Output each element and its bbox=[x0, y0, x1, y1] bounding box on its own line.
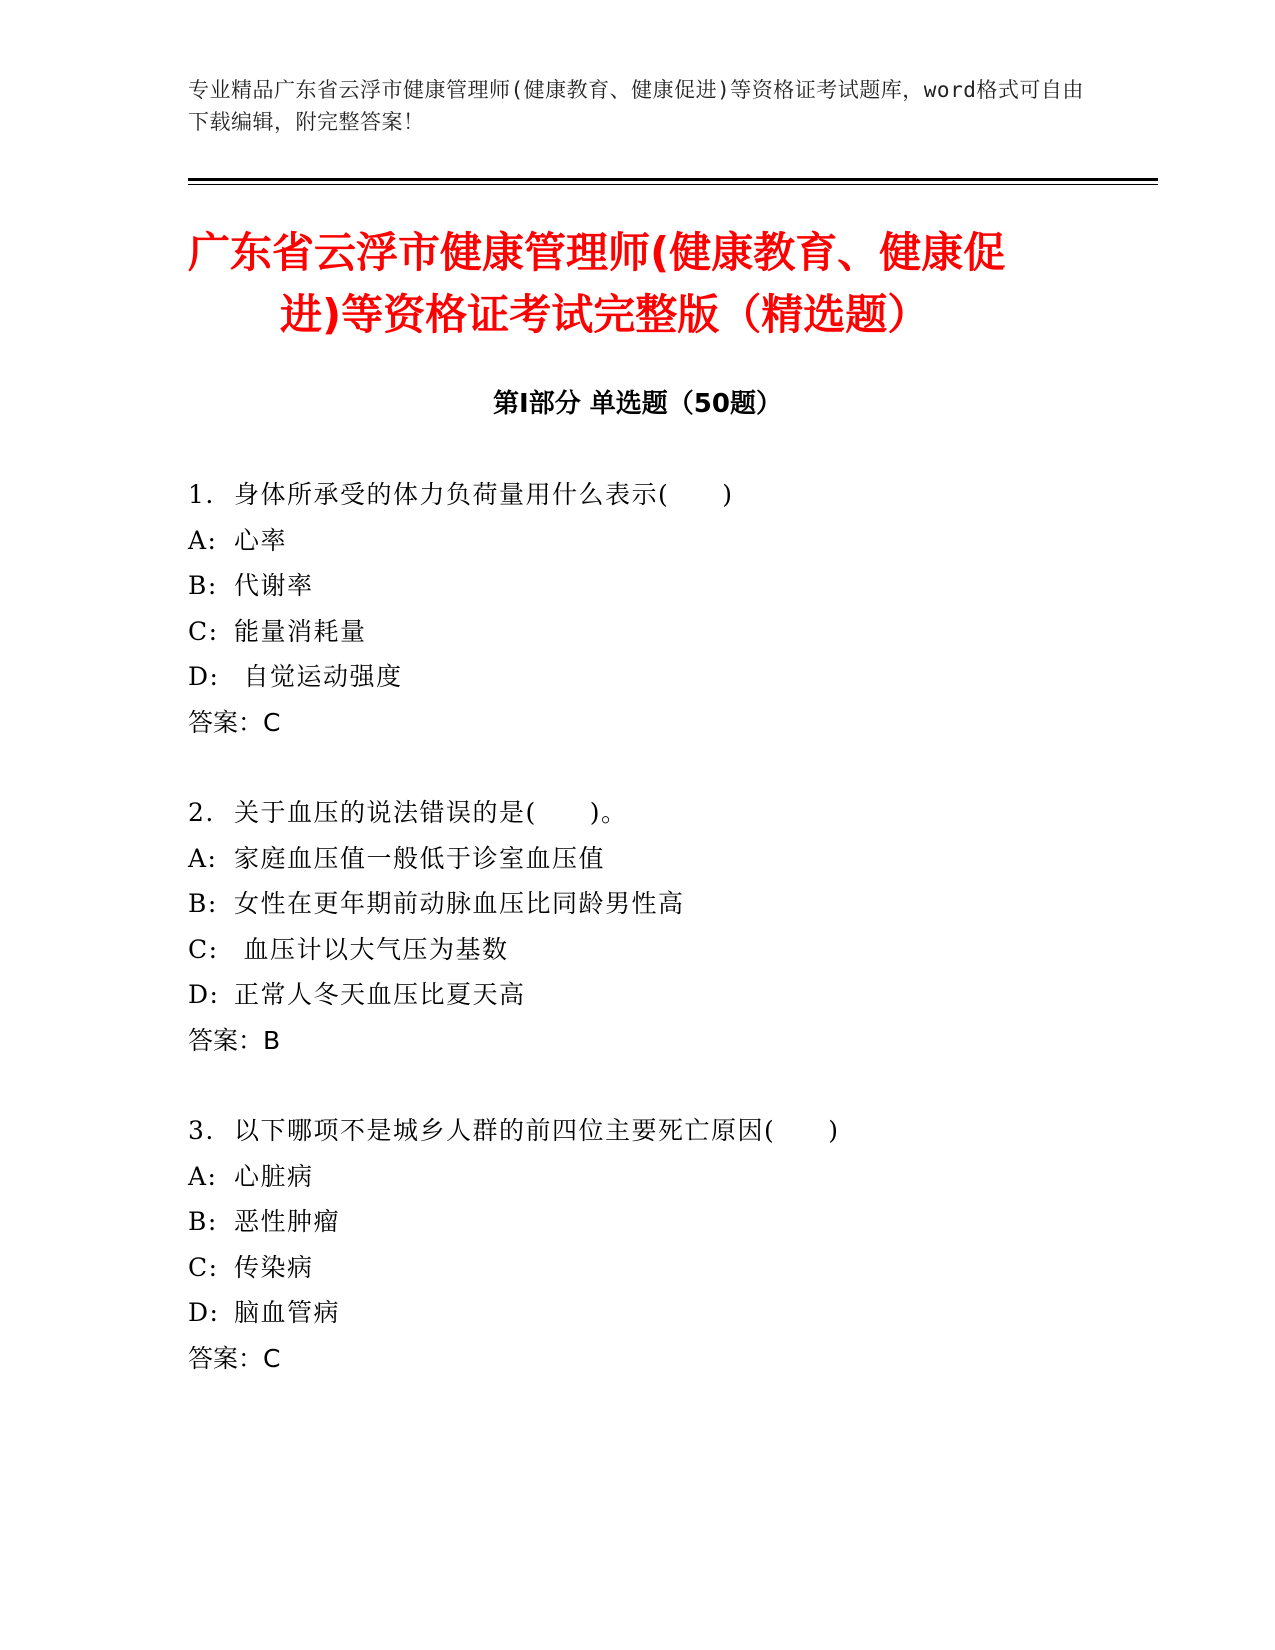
option-text: 恶性肿瘤 bbox=[234, 1207, 341, 1236]
question-text: 身体所承受的体力负荷量用什么表示( ) bbox=[234, 480, 734, 509]
question-number: 1. bbox=[188, 480, 215, 509]
option-a bbox=[188, 1154, 1148, 1200]
option-text: 血压计以大气压为基数 bbox=[234, 934, 509, 964]
option-key: C: bbox=[188, 1252, 219, 1282]
option-text: 家庭血压值一般低于诊室血压值 bbox=[234, 843, 606, 873]
option-d bbox=[188, 1290, 1148, 1336]
question-stem bbox=[188, 1108, 1148, 1154]
option-text: 代谢率 bbox=[234, 571, 314, 600]
option-b bbox=[188, 1199, 1148, 1245]
question-number: 2. bbox=[188, 798, 215, 827]
option-key: A: bbox=[188, 843, 218, 873]
option-text: 自觉运动强度 bbox=[234, 662, 403, 691]
option-key: C: bbox=[188, 934, 219, 964]
option-b bbox=[188, 881, 1148, 927]
option-key: D: bbox=[188, 980, 220, 1009]
option-key: A: bbox=[188, 525, 218, 555]
question-stem bbox=[188, 472, 1148, 518]
document-title-line-1: 广东省云浮市健康管理师(健康教育、健康促 bbox=[188, 228, 1006, 277]
document-title-line-2: 进)等资格证考试完整版（精选题） bbox=[280, 290, 930, 339]
option-c bbox=[188, 927, 1148, 973]
header-note: 专业精品广东省云浮市健康管理师(健康教育、健康促进)等资格证考试题库，word格式可自由下载编辑，附完整答案！ bbox=[188, 78, 1084, 134]
option-d bbox=[188, 972, 1148, 1018]
option-text: 女性在更年期前动脉血压比同龄男性高 bbox=[234, 889, 685, 918]
option-text: 脑血管病 bbox=[234, 1298, 341, 1327]
answer: 答案：C bbox=[188, 1343, 281, 1373]
document-title bbox=[188, 222, 1108, 346]
option-key: B: bbox=[188, 889, 218, 918]
answer: 答案：B bbox=[188, 1025, 281, 1055]
question-text: 关于血压的说法错误的是( )。 bbox=[234, 798, 628, 827]
option-text: 传染病 bbox=[234, 1252, 314, 1282]
option-text: 正常人冬天血压比夏天高 bbox=[234, 980, 526, 1009]
question-stem bbox=[188, 790, 1148, 836]
option-key: B: bbox=[188, 1207, 218, 1236]
question-text: 以下哪项不是城乡人群的前四位主要死亡原因( ) bbox=[234, 1116, 840, 1145]
question-3 bbox=[188, 1108, 1148, 1381]
option-key: D: bbox=[188, 1298, 220, 1327]
question-1 bbox=[188, 472, 1148, 745]
header-divider-thin bbox=[188, 184, 1158, 185]
option-key: C: bbox=[188, 616, 219, 646]
option-text: 心脏病 bbox=[234, 1161, 314, 1191]
option-a bbox=[188, 836, 1148, 882]
option-text: 心率 bbox=[234, 525, 288, 555]
question-2 bbox=[188, 790, 1148, 1063]
option-key: B: bbox=[188, 571, 218, 600]
option-key: A: bbox=[188, 1161, 218, 1191]
option-c bbox=[188, 1245, 1148, 1291]
option-text: 能量消耗量 bbox=[234, 616, 367, 646]
answer: 答案：C bbox=[188, 707, 281, 737]
header-divider-thick bbox=[188, 178, 1158, 181]
option-d bbox=[188, 654, 1148, 700]
option-key: D: bbox=[188, 662, 220, 691]
section-title: 第Ⅰ部分 单选题（50题） bbox=[493, 389, 782, 419]
option-b bbox=[188, 563, 1148, 609]
question-number: 3. bbox=[188, 1116, 215, 1145]
option-c bbox=[188, 609, 1148, 655]
option-a bbox=[188, 518, 1148, 564]
